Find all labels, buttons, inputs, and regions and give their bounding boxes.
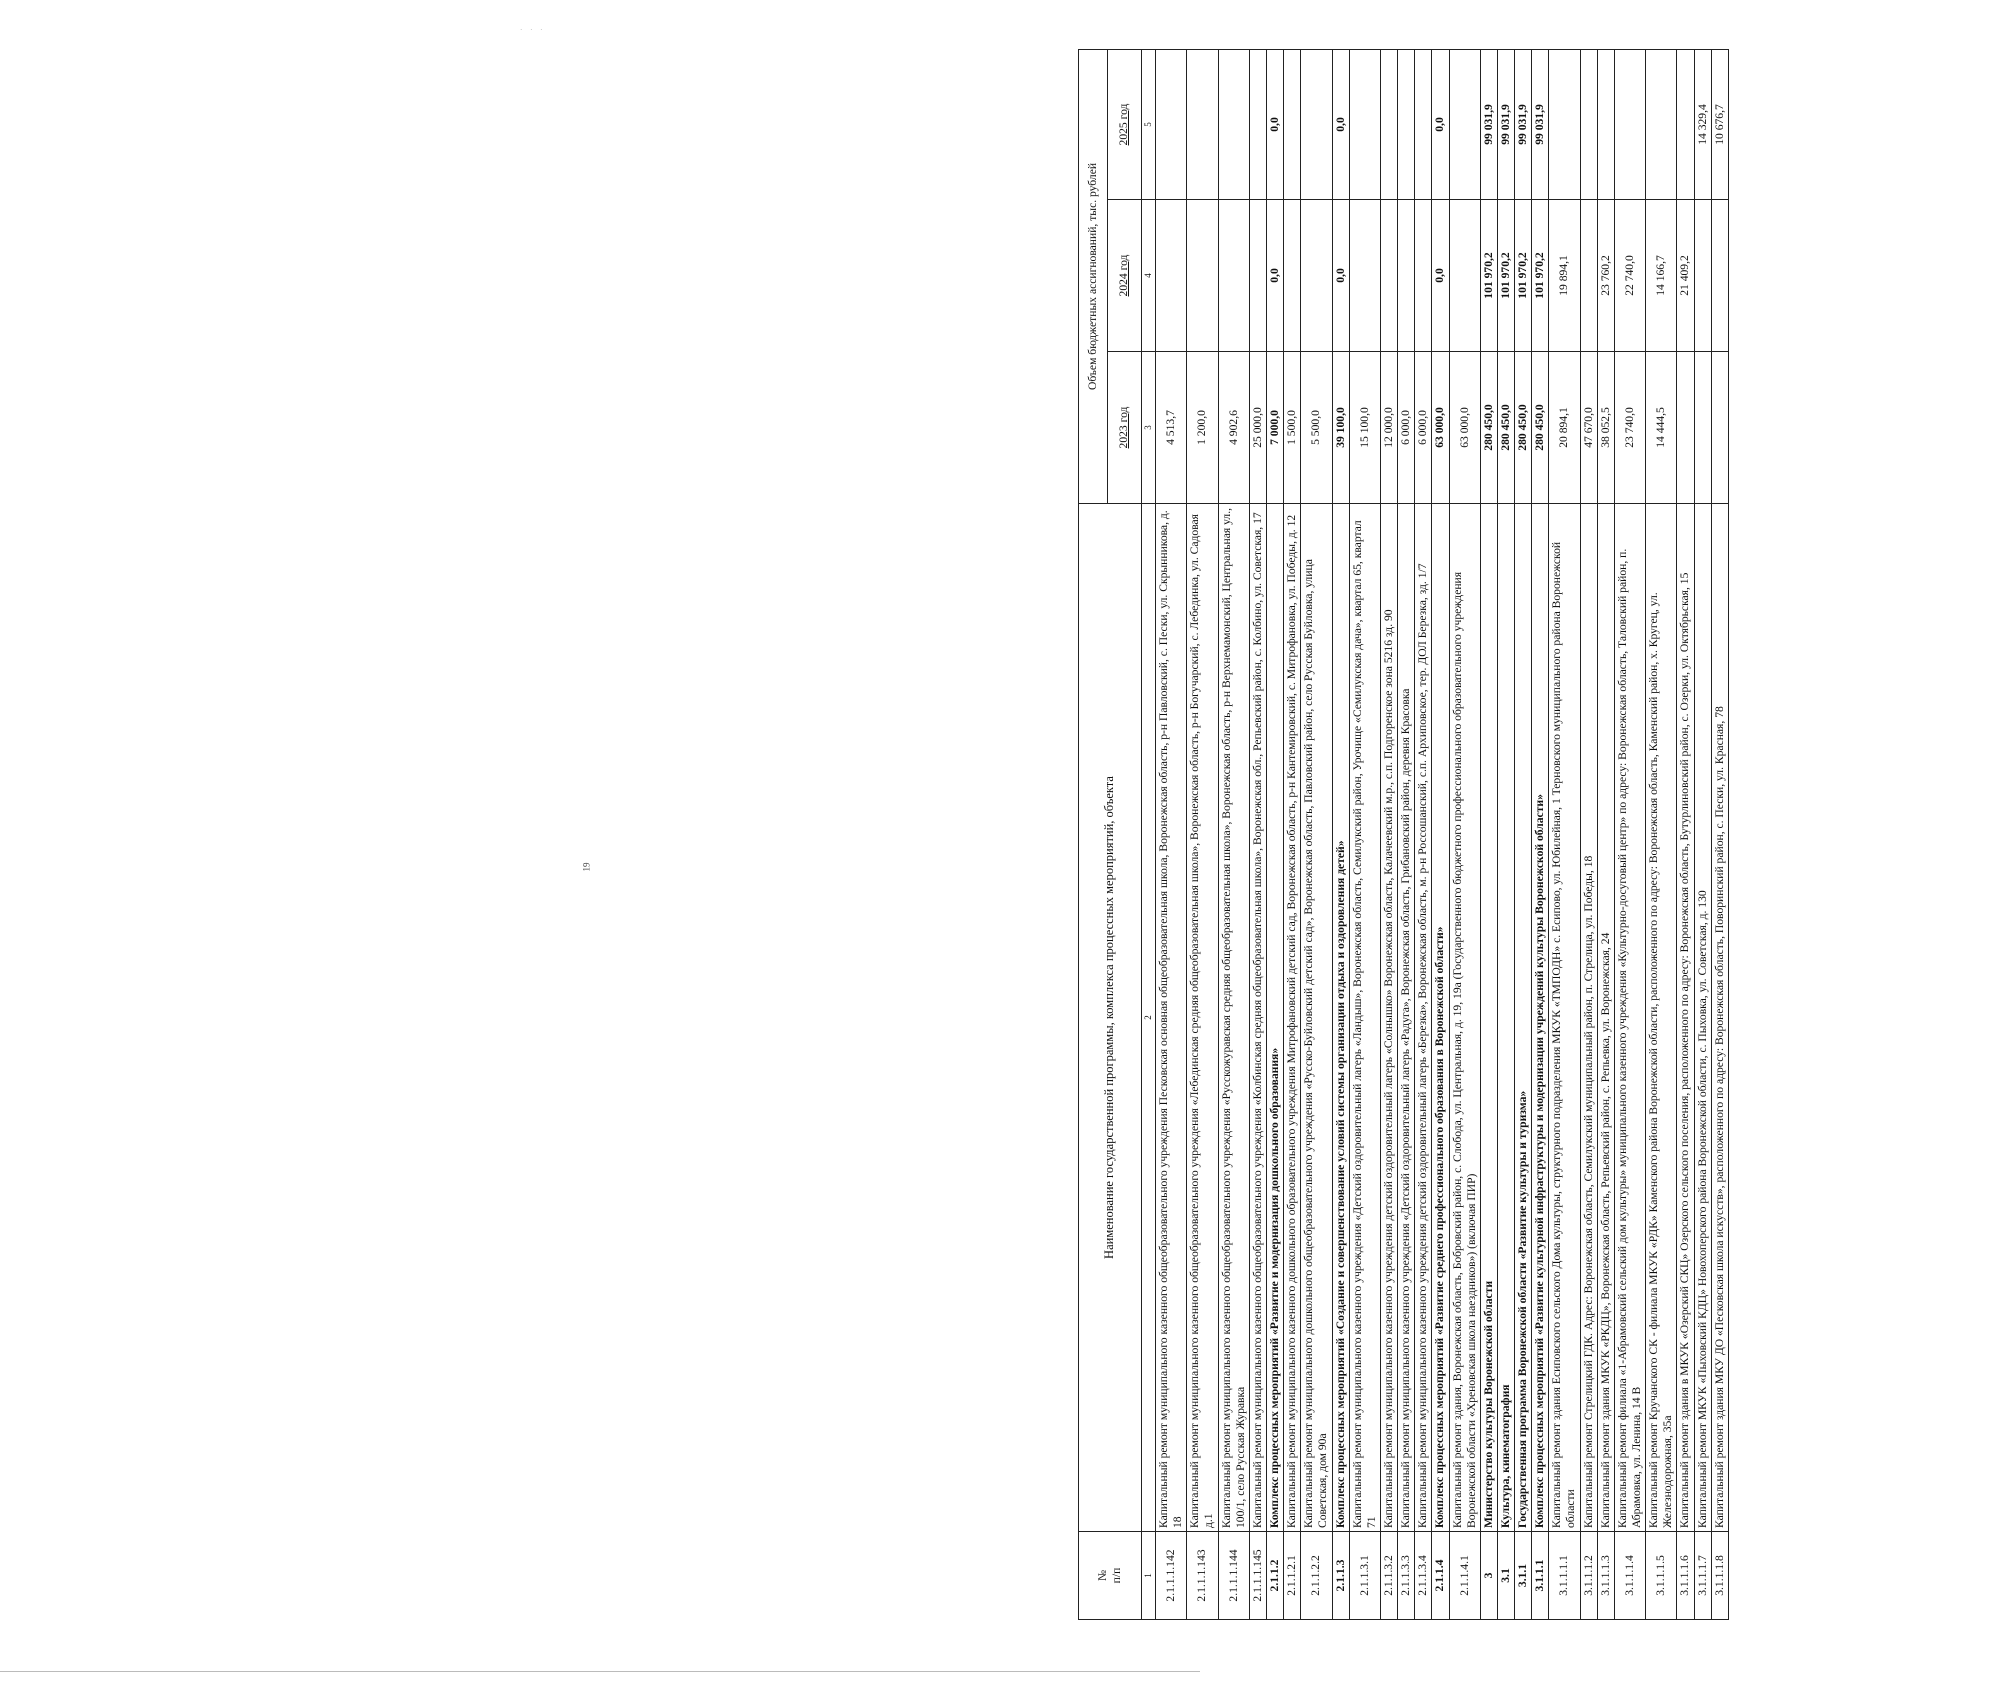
budget-table (1078, 49, 1729, 1620)
row-value-2023: 1 500,0 (1284, 352, 1301, 504)
row-value-2023: 14 444,5 (1646, 352, 1677, 504)
header-index-4: 4 (1142, 200, 1156, 352)
row-value-2024: 101 970,2 (1532, 200, 1549, 352)
row-value-2023: 23 740,0 (1614, 352, 1645, 504)
row-name: Капитальный ремонт здания МКУ ДО «Песковская школа искусств», расположенного по адресу: Воронежская область, Поворинский район, с. Пески, ул. Красная, 78 (1711, 504, 1728, 1532)
table-row (1218, 49, 1249, 1619)
table-row (1532, 49, 1549, 1619)
row-name: Комплекс процессных мероприятий «Создание и совершенствование условий системы организации отдыха и оздоровления детей» (1332, 504, 1349, 1532)
row-value-2024 (1155, 200, 1186, 352)
row-name: Капитальный ремонт здания в МКУК «Озерский СКЦ» Озерского сельского поселения, расположенного по адресу: Воронежская область, Бутурлиновский район, с. Озерки, ул. Октябрьская, 15 (1677, 504, 1694, 1532)
row-value-2024 (1449, 200, 1480, 352)
row-value-2024 (1249, 200, 1266, 352)
row-value-2025 (1218, 49, 1249, 199)
row-value-2025 (1549, 49, 1580, 199)
table-body (1155, 49, 1728, 1619)
row-code: 3.1 (1497, 1532, 1514, 1620)
header-index-5: 5 (1142, 49, 1156, 199)
row-code: 2.1.1.3.4 (1415, 1532, 1432, 1620)
row-value-2024: 14 166,7 (1646, 200, 1677, 352)
table-row (1380, 49, 1397, 1619)
row-value-2024: 101 970,2 (1480, 200, 1497, 352)
row-value-2023: 280 450,0 (1515, 352, 1532, 504)
table-row (1694, 49, 1711, 1619)
row-value-2023: 5 500,0 (1301, 352, 1332, 504)
row-value-2025: 0,0 (1332, 49, 1349, 199)
row-value-2023: 12 000,0 (1380, 352, 1397, 504)
rotated-table-container (1078, 50, 1998, 1620)
table-row (1349, 49, 1380, 1619)
row-value-2024 (1398, 200, 1415, 352)
row-name: Капитальный ремонт муниципального казенного общеобразовательного учреждения Песковская основная общеобразовательная школа, Воронежская область, р-н Павловский, с. Пески, ул. Скрынникова, д. 18 (1155, 504, 1186, 1532)
table-row (1677, 49, 1694, 1619)
row-value-2025 (1301, 49, 1332, 199)
row-value-2024 (1284, 200, 1301, 352)
table-row (1332, 49, 1349, 1619)
row-name: Комплекс процессных мероприятий «Развитие среднего профессионального образования в Воронежской области» (1432, 504, 1449, 1532)
row-name: Капитальный ремонт муниципального казенного общеобразовательного учреждения «Русскожуравская средняя общеобразовательная школа», Воронежская область, р-н Верхнемамонский, Центральная ул., 100/1, село Русская Журавка (1218, 504, 1249, 1532)
row-name: Капитальный ремонт здания МКУК «РКДЦ», Воронежская область, Репьевский район, с. Репьевка, ул. Воронежская, 24 (1597, 504, 1614, 1532)
row-value-2023: 20 894,1 (1549, 352, 1580, 504)
row-code: 2.1.1.2.1 (1284, 1532, 1301, 1620)
row-value-2023: 6 000,0 (1398, 352, 1415, 504)
table-row (1415, 49, 1432, 1619)
table-row (1155, 49, 1186, 1619)
row-code: 3.1.1.1.8 (1711, 1532, 1728, 1620)
row-code: 2.1.1.2 (1266, 1532, 1283, 1620)
row-value-2023: 15 100,0 (1349, 352, 1380, 504)
page-bottom-line (0, 1671, 1200, 1672)
table-row (1249, 49, 1266, 1619)
row-code: 3.1.1 (1515, 1532, 1532, 1620)
table-row (1711, 49, 1728, 1619)
row-value-2025 (1349, 49, 1380, 199)
row-code: 3.1.1.1.4 (1614, 1532, 1645, 1620)
row-name: Культура, кинематография (1497, 504, 1514, 1532)
row-name: Капитальный ремонт муниципального казенного общеобразовательного учреждения «Колбинская средняя общеобразовательная школа», Воронежская обл., Репьевский район, с. Колбино, ул. Советская, 17 (1249, 504, 1266, 1532)
row-value-2023: 63 000,0 (1449, 352, 1480, 504)
header-year-2024: 2024 год (1108, 200, 1142, 352)
row-code: 3.1.1.1.7 (1694, 1532, 1711, 1620)
row-value-2025: 99 031,9 (1515, 49, 1532, 199)
row-value-2025: 0,0 (1266, 49, 1283, 199)
row-value-2025: 99 031,9 (1532, 49, 1549, 199)
row-value-2023: 280 450,0 (1480, 352, 1497, 504)
row-value-2023: 38 052,5 (1597, 352, 1614, 504)
row-value-2023: 4 513,7 (1155, 352, 1186, 504)
row-value-2025: 99 031,9 (1480, 49, 1497, 199)
row-value-2024 (1711, 200, 1728, 352)
table-row (1449, 49, 1480, 1619)
row-value-2024: 21 409,2 (1677, 200, 1694, 352)
table-row (1614, 49, 1645, 1619)
row-name: Капитальный ремонт муниципального казенного учреждения детский оздоровительный лагерь «Березка», Воронежская область, м. р-н Россошанский, с.п. Архиповское, тер. ДОЛ Березка, зд. 1/7 (1415, 504, 1432, 1532)
row-value-2025 (1580, 49, 1597, 199)
row-name: Капитальный ремонт здания, Воронежская область, Бобровский район, с. Слобода, ул. Центральная, д. 19, 19а (Государственного бюджетного профессионального образовательного учреждения Воронежской области «Хреновская школа наездников») (включая ПИР) (1449, 504, 1480, 1532)
row-value-2023: 1 200,0 (1187, 352, 1218, 504)
row-name: Капитальный ремонт муниципального дошкольного общеобразовательного учреждения «Русско-Буйловский детский сад», Воронежская область, Павловский район, село Русская Буйловка, улица Советская, дом 90а (1301, 504, 1332, 1532)
row-name: Комплекс процессных мероприятий «Развитие и модернизация дошкольного образования» (1266, 504, 1283, 1532)
row-value-2025 (1597, 49, 1614, 199)
row-value-2025 (1415, 49, 1432, 199)
row-code: 2.1.1.3.2 (1380, 1532, 1397, 1620)
row-value-2025 (1187, 49, 1218, 199)
row-value-2024 (1694, 200, 1711, 352)
table-row (1515, 49, 1532, 1619)
table-row (1549, 49, 1580, 1619)
header-number: № п/п (1079, 1532, 1142, 1620)
table-row (1398, 49, 1415, 1619)
table-row (1580, 49, 1597, 1619)
table-row (1432, 49, 1449, 1619)
row-name: Капитальный ремонт Стрелицкий ГДК. Адрес: Воронежская область, Семилукский муниципальный район, п. Стрелица, ул. Победы, 18 (1580, 504, 1597, 1532)
row-code: 3.1.1.1 (1532, 1532, 1549, 1620)
row-value-2023: 63 000,0 (1432, 352, 1449, 504)
scan-marks: · · · (520, 26, 546, 34)
row-value-2024: 22 740,0 (1614, 200, 1645, 352)
row-code: 2.1.1.1.142 (1155, 1532, 1186, 1620)
row-name: Капитальный ремонт филиала «1-Абрамовский сельский дом культуры» муниципального казенного учреждения «Культурно-досуговый центр» по адресу: Воронежская область, Таловский район, п. Абрамовка, ул. Ленина, 14 В (1614, 504, 1645, 1532)
row-code: 3.1.1.1.2 (1580, 1532, 1597, 1620)
row-code: 2.1.1.3 (1332, 1532, 1349, 1620)
row-value-2023: 39 100,0 (1332, 352, 1349, 504)
header-index-2: 2 (1142, 504, 1156, 1532)
row-value-2025 (1449, 49, 1480, 199)
row-name: Капитальный ремонт МКУК «Пыховский КДЦ» Новохоперского района Воронежской области, с. Пыховка, ул. Советская, д. 130 (1694, 504, 1711, 1532)
row-value-2023: 280 450,0 (1497, 352, 1514, 504)
row-code: 2.1.1.1.144 (1218, 1532, 1249, 1620)
row-code: 3 (1480, 1532, 1497, 1620)
table-row (1187, 49, 1218, 1619)
row-value-2024 (1301, 200, 1332, 352)
row-value-2024 (1415, 200, 1432, 352)
row-value-2025 (1646, 49, 1677, 199)
row-value-2025 (1677, 49, 1694, 199)
row-value-2025: 14 329,4 (1694, 49, 1711, 199)
table-row (1266, 49, 1283, 1619)
row-name: Капитальный ремонт муниципального казенного учреждения «Детский оздоровительный лагерь «Ландыш», Воронежская область, Семилукский район, Урочище «Семилукская дача», квартал 65, квартал 71 (1349, 504, 1380, 1532)
header-index-row (1142, 49, 1156, 1619)
row-code: 3.1.1.1.5 (1646, 1532, 1677, 1620)
row-value-2024: 0,0 (1332, 200, 1349, 352)
row-code: 3.1.1.1.6 (1677, 1532, 1694, 1620)
table-row (1497, 49, 1514, 1619)
row-value-2023: 47 670,0 (1580, 352, 1597, 504)
table-row (1284, 49, 1301, 1619)
row-value-2025: 99 031,9 (1497, 49, 1514, 199)
row-name: Капитальный ремонт здания Есиповского сельского Дома культуры, структурного подразделения МКУК «ТМПОДН» с. Есипово, ул. Юбилейная, 1 Терновского муниципального района Воронежской области (1549, 504, 1580, 1532)
row-value-2024 (1187, 200, 1218, 352)
row-value-2025 (1284, 49, 1301, 199)
row-name: Капитальный ремонт муниципального казенного учреждения «Детский оздоровительный лагерь «Радуга», Воронежская область, Грибановский район, деревня Красовка (1398, 504, 1415, 1532)
row-value-2025 (1249, 49, 1266, 199)
row-value-2025 (1155, 49, 1186, 199)
header-index-3: 3 (1142, 352, 1156, 504)
row-value-2025: 10 676,7 (1711, 49, 1728, 199)
row-value-2024 (1380, 200, 1397, 352)
row-value-2023: 4 902,6 (1218, 352, 1249, 504)
row-name: Капитальный ремонт муниципального казенного общеобразовательного учреждения «Лебединская средняя общеобразовательная школа», Воронежская область, р-н Богучарский, с. Лебединка, ул. Садовая д.1 (1187, 504, 1218, 1532)
row-code: 2.1.1.4.1 (1449, 1532, 1480, 1620)
row-value-2024: 101 970,2 (1515, 200, 1532, 352)
row-value-2025: 0,0 (1432, 49, 1449, 199)
row-value-2025 (1614, 49, 1645, 199)
row-code: 2.1.1.3.3 (1398, 1532, 1415, 1620)
row-value-2024: 0,0 (1266, 200, 1283, 352)
header-name: Наименование государственной программы, комплекса процессных мероприятий, объекта (1079, 504, 1142, 1532)
header-volume: Объем бюджетных ассигнований, тыс. рублей (1079, 49, 1108, 503)
row-name: Капитальный ремонт муниципального казенного учреждения детский оздоровительный лагерь «Солнышко» Воронежская область, Калачеевский м.р., с.п. Подгоренское зона 5216 зд. 90 (1380, 504, 1397, 1532)
row-code: 3.1.1.1.3 (1597, 1532, 1614, 1620)
row-value-2024: 0,0 (1432, 200, 1449, 352)
row-code: 2.1.1.1.143 (1187, 1532, 1218, 1620)
table-row (1597, 49, 1614, 1619)
row-code: 2.1.1.3.1 (1349, 1532, 1380, 1620)
table-row (1301, 49, 1332, 1619)
row-name: Министерство культуры Воронежской области (1480, 504, 1497, 1532)
header-year-2025: 2025 год (1108, 49, 1142, 199)
row-code: 2.1.1.4 (1432, 1532, 1449, 1620)
row-value-2023: 6 000,0 (1415, 352, 1432, 504)
row-name: Комплекс процессных мероприятий «Развитие культурной инфраструктуры и модернизации учреждений культуры Воронежской области» (1532, 504, 1549, 1532)
page-number: 19 (581, 862, 592, 872)
row-value-2023 (1694, 352, 1711, 504)
row-value-2025 (1398, 49, 1415, 199)
row-name: Капитальный ремонт Кручанского СК - филиала МКУК «РДК» Каменского района Воронежской области, расположенного по адресу: Воронежская область, Каменский район, х. Кругец, ул. Железнодорожная, 35а (1646, 504, 1677, 1532)
table-row (1646, 49, 1677, 1619)
row-name: Капитальный ремонт муниципального казенного дошкольного образовательного учреждения Митрофановский детский сад, Воронежская область, р-н Кантемировский, с. Митрофановка, ул. Победы, д. 12 (1284, 504, 1301, 1532)
row-value-2024: 101 970,2 (1497, 200, 1514, 352)
table-row (1480, 49, 1497, 1619)
row-value-2023 (1711, 352, 1728, 504)
row-value-2024: 23 760,2 (1597, 200, 1614, 352)
row-value-2024 (1218, 200, 1249, 352)
header-year-2023: 2023 год (1108, 352, 1142, 504)
header-index-1: 1 (1142, 1532, 1156, 1620)
row-name: Государственная программа Воронежской области «Развитие культуры и туризма» (1515, 504, 1532, 1532)
row-value-2024: 19 894,1 (1549, 200, 1580, 352)
row-value-2023 (1677, 352, 1694, 504)
row-code: 2.1.1.2.2 (1301, 1532, 1332, 1620)
row-value-2024 (1580, 200, 1597, 352)
row-code: 3.1.1.1.1 (1549, 1532, 1580, 1620)
header-row (1079, 49, 1108, 1619)
row-value-2023: 7 000,0 (1266, 352, 1283, 504)
row-value-2023: 280 450,0 (1532, 352, 1549, 504)
row-value-2025 (1380, 49, 1397, 199)
row-value-2024 (1349, 200, 1380, 352)
row-value-2023: 25 000,0 (1249, 352, 1266, 504)
row-code: 2.1.1.1.145 (1249, 1532, 1266, 1620)
